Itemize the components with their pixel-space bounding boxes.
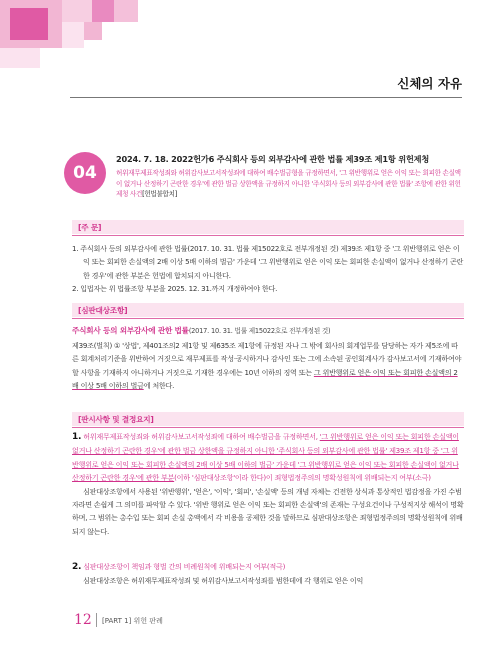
target-subhead	[72, 325, 330, 336]
point-1-a: 허위재무제표작성죄와 허위감사보고서작성죄에 대하여 배수벌금을 규정하면서,	[83, 432, 320, 441]
point-1-number: 1.	[72, 432, 82, 442]
point-1-body: 심판대상조항에서 사용된 '위반행위', '얻은', '이익', '회피', '손실액' 등의 개념 자체는 건전한 상식과 통상적인 법감정을 가진 수범자라면 손쉽게 그 의미를 파악할 수 있다. '위반 행위로 얻은 이익 또는 회피한 손실액'의 존재는 구성요건이나 구성적지상 해석이 명확하며, 그 범위는 총수입 또는 회피 손실 총액에서 각 비용을 공제한 것을 말하므로 심판대상조항은 죄형법정주의의 명확성원칙에 위배되지 않는다.	[72, 486, 464, 536]
target-provision-label: [심판대상조항]	[72, 303, 464, 317]
target-text-a: 제39조(벌칙) ① '상법', 제401조의2 제1항 및 제635조 제1항에 규정된 자나 그 밖에 회사의 회계업무를 담당하는 자가 제5조에 따른 회계처리기준을 위반하여 거짓으로 재무제표를 작성·공시하거나 감사인 또는 그에 소속된 공인회계사가 감사보고서에 기재하여야 할 사항을 기재하지 아니하거나 거짓으로 기재한 경우에는 10년 이하의 징역 또는	[72, 341, 462, 377]
target-subhead-note: (2017. 10. 31. 법률 제15022호로 전부개정된 것)	[188, 327, 331, 335]
point-2-title: 심판대상조항이 책임과 형벌 간의 비례원칙에 위배되는지 여부(적극)	[83, 562, 286, 571]
target-provision-text	[72, 339, 464, 393]
case-subtitle-text: 허위재무제표작성죄와 허위감사보고서작성죄에 대하여 배수벌금형을 규정하면서, '그 위반행위로 얻은 이익 또는 회피한 손실액이 없거나 산정하기 곤란한 경우'에 관한 벌금 상한액을 규정하지 아니한 '주식회사 등의 외부감사에 관한 법률' 조항에 관한 위헌제청 사건	[116, 169, 461, 198]
decision-label: [판시사항 및 결정요지]	[72, 412, 464, 426]
case-number-badge: 04	[64, 152, 106, 194]
target-text-c: 에 처한다.	[143, 381, 175, 391]
case-subtitle-tag: [헌법불합치]	[142, 190, 177, 198]
main-order-body	[72, 242, 464, 296]
chapter-title: 신체의 자유	[397, 76, 462, 91]
target-subhead-title: 주식회사 등의 외부감사에 관한 법률	[72, 326, 189, 335]
point-2-body: 심판대상조항은 허위재무제표작성죄 및 허위감사보고서작성죄를 범한데에 각 행위로 얻은 이익	[83, 576, 364, 586]
case-headline: 2024. 7. 18. 2022헌가6 주식회사 등의 외부감사에 관한 법률 제39조 제1항 위헌제청	[116, 154, 430, 164]
main-order-item-2: 2. 입법자는 위 법률조항 부분을 2025. 12. 31.까지 개정하여야 한다.	[72, 284, 278, 294]
point-1-d: (이하 '심판대상조항'이라 한다)이 죄형법정주의의 명확성원칙에 위배되는지 여부(소극)	[174, 473, 431, 483]
main-order-label: [주 문]	[72, 220, 464, 234]
target-text-underlined: 그 위반행위로 얻은 이익 또는 회피한 손실액의 2배 이상 5배 이하의 벌금	[72, 367, 458, 391]
page-number: 12	[74, 612, 92, 628]
decision-point-2	[72, 560, 464, 588]
point-2-heading	[72, 560, 464, 574]
point-2-number: 2.	[72, 562, 82, 572]
case-header	[72, 150, 464, 200]
corner-decoration	[0, 0, 150, 70]
footer-divider	[96, 613, 97, 627]
decision-point-1	[72, 430, 464, 538]
title-divider	[70, 97, 462, 98]
point-1-c: '그 위반행위로 얻은 이익 또는 회피한 손실액이 없거나 산정하기 곤란한 경우'에 관한 부분	[72, 459, 459, 483]
case-subtitle	[116, 168, 464, 200]
target-provision-body	[72, 339, 464, 393]
point-1-heading	[72, 430, 464, 485]
footer-part-label: [PART 1] 위헌 판례	[102, 617, 163, 625]
point-1-b: '그 위반행위로 얻은 이익 또는 회피한 손실액이 없거나 산정하기 곤란한 경우'에 관한 벌금 상한액을 규정하지 아니한 '주식회사 등의 외부감사에 관한 법률' 제39조 제1항 중 '그 위반행위로 얻은 이익 또는 회피한 손실액의 2배 이상 5배 이하의 벌금' 가운데	[72, 432, 459, 469]
main-order-item-1: 1. 주식회사 등의 외부감사에 관한 법률(2017. 10. 31. 법률 제15022호로 전부개정된 것) 제39조 제1항 중 '그 위반행위로 얻은 이익 또는 회피한 손실액의 2배 이상 5배 이하의 벌금' 가운데 '그 위반행위로 얻은 이익 또는 회피한 손실액이 없거나 산정하기 곤란한 경우'에 관한 부분은 헌법에 합치되지 아니한다.	[72, 244, 464, 280]
